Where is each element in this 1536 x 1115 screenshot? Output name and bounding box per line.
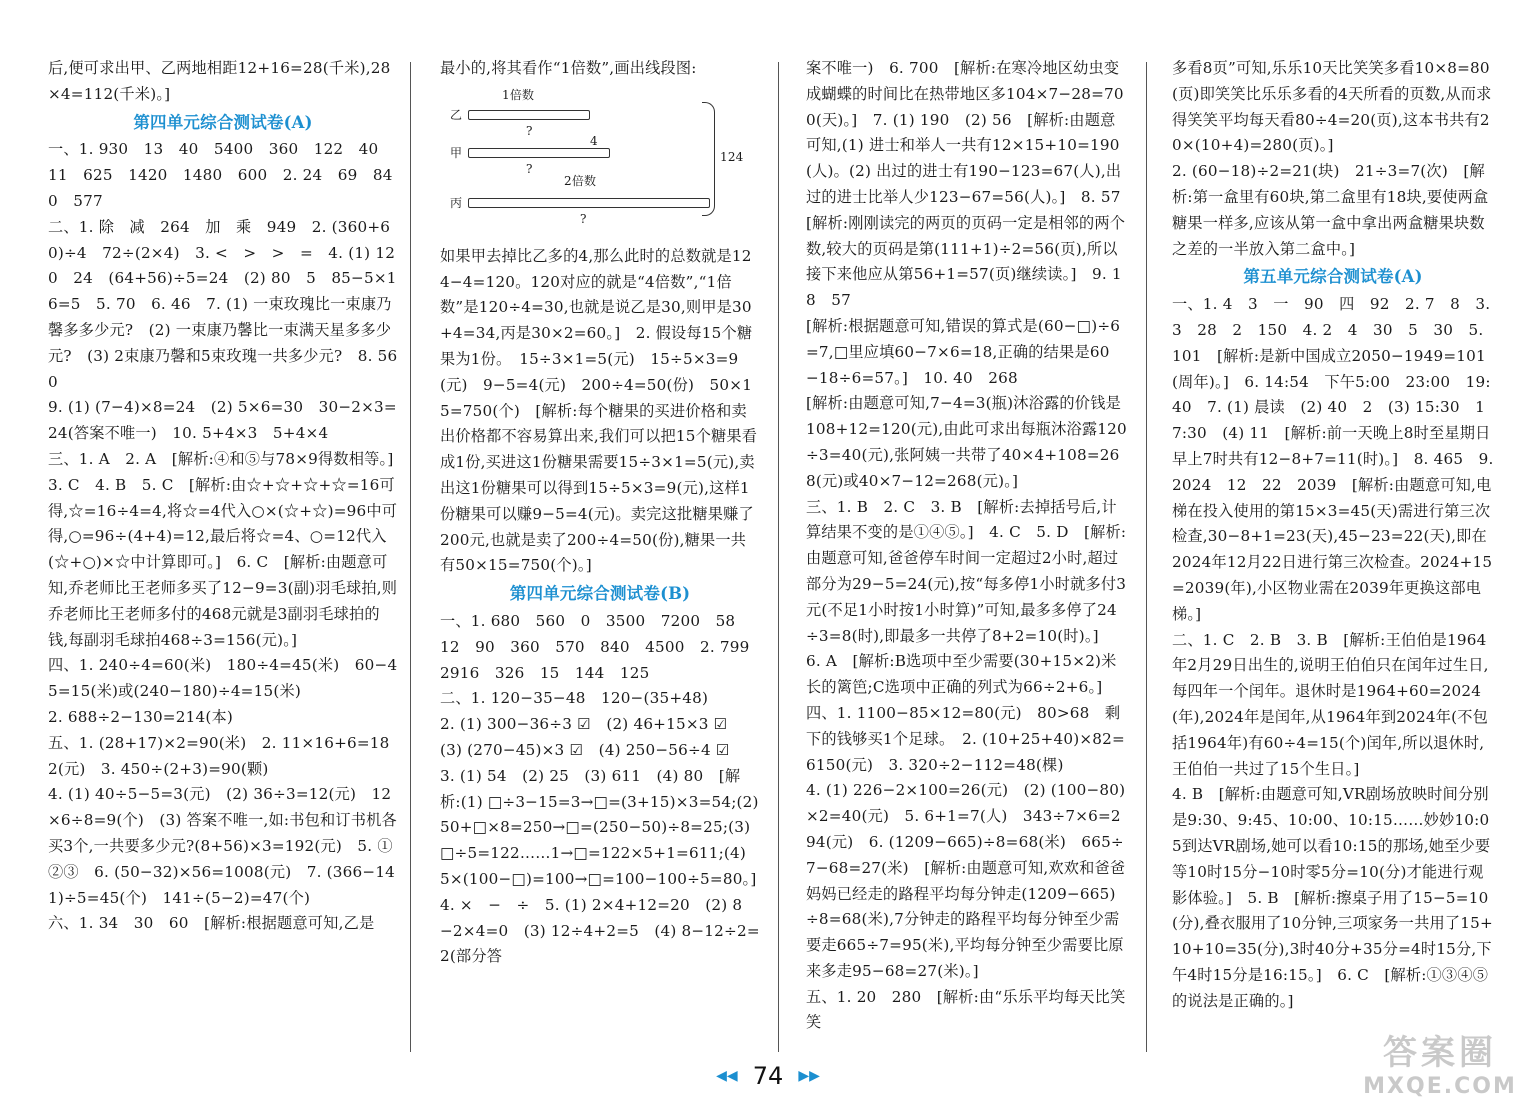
label-q: ? bbox=[526, 161, 533, 176]
paragraph: [解析:由题意可知,7−4=3(瓶)沐浴露的价钱是108+12=120(元),由此可求出每瓶沐浴露120÷3=40(元),张阿姨一共带了40×4+108=268(元)或40×7−12=268(元)。] bbox=[806, 394, 1127, 490]
label-four: 4 bbox=[590, 133, 598, 148]
paragraph: 二、1. C 2. B 3. B [解析:王伯伯是1964年2月29日出生的,说明王伯伯只在闰年过生日,每四年一个闰年。退休时是1964+60=2024(年),2024年是闰年,从1964年到2024年(不包括1964年)有60÷4=15(个)闰年,所以退休时,王伯伯一共过了15个生日。] bbox=[1172, 630, 1489, 778]
paragraph: [解析:根据题意可知,错误的算式是(60−□)÷6=7,□里应填60−7×6=18,正确的结果是60−18÷6=57。] 10. 40 268 bbox=[806, 316, 1121, 387]
label-jia: 甲 bbox=[450, 145, 463, 160]
prev-arrow-icon: ◀◀ bbox=[716, 1068, 738, 1084]
paragraph: 4. (1) 226−2×100=26(元) (2) (100−80)×2=40(元) 5. 6+1=7(人) 343÷7×6=294(元) 6. (1209−665)÷8=68(米) 665÷7−68=27(米) [解析:由题意可知,欢欢和爸爸妈妈已经走的路程平均每分钟走(1209−665)÷8=68(米),7分钟走的路程平均每分钟至少需要走665÷7=95(米),平均每分钟至少需要比原来多走95−68=27(米)。] bbox=[806, 781, 1126, 980]
paragraph: 二、1. 除 减 264 加 乘 949 2. (360+60)÷4 72÷(2×4) 3. < > > = 4. (1) 120 24 (64+56)÷5=24 (2) 80 5 85−5×16=5 5. 70 6. 46 7. (1) 一束玫瑰比一束康乃馨多多少元? (2) 一束康乃馨比一束满天星多多少元? (3) 2束康乃馨和5束玫瑰一共多少元? 8. 560 bbox=[48, 217, 398, 391]
label-two-times: 2倍数 bbox=[564, 173, 597, 188]
paragraph: 三、1. A 2. A [解析:④和⑤与78×9得数相等。] 3. C 4. B 5. C [解析:由☆+☆+☆+☆=16可得,☆=16÷4=4,将☆=4代入○×(☆+☆)=96中可得,○=96÷(4+4)=12,最后将☆=4、○=12代入(☆+○)×☆中计算即可。] 6. C [解析:由题意可知,乔老师比王老师多买了12−9=3(副)羽毛球拍,则乔老师比王老师多付的468元就是3副羽毛球拍的钱,每副羽毛球拍468÷3=156(元)。] bbox=[48, 449, 409, 649]
paragraph: 后,便可求出甲、乙两地相距12+16=28(千米),28×4=112(千米)。] bbox=[48, 59, 391, 103]
bar-bing bbox=[468, 198, 710, 208]
paragraph: 一、1. 930 13 40 5400 360 122 40 11 625 1420 1480 600 2. 24 69 840 577 bbox=[48, 140, 394, 210]
label-bing: 丙 bbox=[450, 195, 463, 210]
label-q: ? bbox=[580, 211, 587, 226]
label-q: ? bbox=[526, 123, 533, 138]
paragraph: 案不唯一) 6. 700 [解析:在寒冷地区幼虫变成蝴蝶的时间比在热带地区多104×7−28=700(天)。] 7. (1) 190 (2) 56 [解析:由题意可知,(1) 进士和举人一共有12×15+10=190(人)。(2) 出过的进士有190−123=67(人),出过的进士比举人少123−67=56(人)。] 8. 57 [解析:刚刚读完的两页的页码一定是相邻的两个数,较大的页码是第(111+1)÷2=56(页),所以接下来他应从第56+1=57(页)继续读。] 9. 18 57 bbox=[806, 59, 1136, 310]
section-heading: 第四单元综合测试卷(B) bbox=[509, 584, 691, 604]
page-number: 74 bbox=[752, 1062, 784, 1090]
paragraph: 如果甲去掉比乙多的4,那么此时的总数就是124−4=120。120对应的就是“4倍数”,“1倍数”是120÷4=30,也就是说乙是30,则甲是30+4=34,丙是30×2=60。] 2. 假设每15个糖果为1份。 15÷3×1=5(元) 15÷5×3=9(元) 9−5=4(元) 200÷4=50(份) 50×15=750(个) [解析:每个糖果的买进价格和卖出价格都不容易算出来,我们可以把15个糖果看成1份,买进这1份糖果需要15÷3×1=5(元),卖出这1份糖果可以得到15÷5×3=9(元),这样1份糖果可以赚9−5=4(元)。卖完这批糖果赚了200元,也就是卖了200÷4=50(份),糖果一共有50×15=750(个)。] bbox=[440, 246, 758, 575]
paragraph: 一、1. 680 560 0 3500 7200 58 12 90 360 570 840 4500 2. 799 2916 326 15 144 125 bbox=[440, 611, 765, 682]
page-footer bbox=[0, 1062, 1536, 1090]
column-divider bbox=[1146, 62, 1147, 1052]
paragraph: 2. (1) 300−36÷3 ☑ (2) 46+15×3 ☑ bbox=[440, 715, 728, 734]
column-divider bbox=[778, 62, 779, 1052]
paragraph: 多看8页”可知,乐乐10天比笑笑多看10×8=80(页)即笑笑比乐乐多看的4天所看的页数,从而求得笑笑平均每天看80÷4=20(页),这本书共有20×(10+4)=280(页)。] bbox=[1172, 59, 1492, 155]
column-2 bbox=[440, 56, 772, 1056]
paragraph: 9. (1) (7−4)×8=24 (2) 5×6=30 30−2×3=24(答案不唯一) 10. 5+4×3 5+4×4 bbox=[48, 398, 397, 443]
column-3 bbox=[806, 56, 1136, 1056]
paragraph: 四、1. 1100−85×12=80(元) 80>68 剩下的钱够买1个足球。 2. (10+25+40)×82=6150(元) 3. 320÷2−112=48(棵) bbox=[806, 703, 1125, 774]
label-yi: 乙 bbox=[450, 107, 463, 122]
bar-yi bbox=[468, 110, 590, 120]
watermark-text: 答案圈 bbox=[1383, 1033, 1497, 1073]
paragraph: 五、1. (28+17)×2=90(米) 2. 11×16+6=182(元) 3. 450÷(2+3)=90(颗) bbox=[48, 733, 390, 778]
paragraph: 一、1. 4 3 一 90 四 92 2. 7 8 3. 3 28 2 150 4. 2 4 30 5 30 5. 101 [解析:是新中国成立2050−1949=101(周年)。] 6. 14:54 下午5:00 23:00 19:40 7. (1) 晨读 (2) 40 2 (3) 15:30 17:30 (4) 11 [解析:前一天晚上8时至星期日早上7时共有12−8+7=11(时)。] 8. 465 9. 2024 12 22 2039 [解析:由题意可知,电梯在投入使用的第15×3=45(天)需进行第三次检查,30−8+1=23(天),45−23=22(天),即在2024年12月22日进行第三次检查。2024+15=2039(年),小区物业需在2039年更换这部电梯。] bbox=[1172, 295, 1494, 623]
paragraph: 最小的,将其看作“1倍数”,画出线段图: bbox=[440, 59, 697, 77]
section-heading: 第五单元综合测试卷(A) bbox=[1243, 267, 1423, 287]
watermark-logo bbox=[1360, 1032, 1520, 1112]
paragraph: 二、1. 120−35−48 120−(35+48) bbox=[440, 689, 709, 708]
paragraph: 三、1. B 2. C 3. B [解析:去掉括号后,计算结果不变的是①④⑤。] 4. C 5. D [解析:由题意可知,爸爸停车时间一定超过2小时,超过部分为29−5=24(元),按“每多停1小时就多付3元(不足1小时按1小时算)”可知,最多多停了24÷3=8(时),即最多一共停了8+2=10(时)。] 6. A [解析:B选项中至少需要(30+15×2)米长的篱笆;C选项中正确的列式为66÷2+6。] bbox=[806, 497, 1127, 697]
paragraph: 2. 688÷2−130=214(本) bbox=[48, 707, 233, 726]
paragraph: 六、1. 34 30 60 [解析:根据题意可知,乙是 bbox=[48, 914, 375, 933]
paragraph: 3. (1) 54 (2) 25 (3) 611 (4) 80 [解析:(1) □÷3−15=3→□=(3+15)×3=54;(2) 50+□×8=250→□=(250−50)÷8=25;(3) □÷5=122……1→□=122×5+1=611;(4) 5×(100−□)=100→□=100−100÷5=80。] 4. × − ÷ 5. (1) 2×4+12=20 (2) 8−2×4=0 (3) 12÷4+2=5 (4) 8−12÷2=2(部分答 bbox=[440, 766, 772, 966]
paragraph: 四、1. 240÷4=60(米) 180÷4=45(米) 60−45=15(米)或(240−180)÷4=15(米) bbox=[48, 656, 398, 701]
column-4 bbox=[1172, 56, 1494, 1056]
total-brace bbox=[702, 102, 715, 216]
label-one-times: 1倍数 bbox=[502, 87, 535, 102]
line-segment-diagram bbox=[440, 84, 760, 242]
watermark-url: MXQE.COM bbox=[1363, 1074, 1517, 1099]
paragraph: (3) (270−45)×3 ☑ (4) 250−56÷4 ☑ bbox=[440, 740, 730, 759]
bar-jia bbox=[468, 148, 610, 158]
paragraph: 4. B [解析:由题意可知,VR剧场放映时间分别是9:30、9:45、10:00、10:15……妙妙10:05到达VR剧场,她可以看10:15的那场,她至少要等10时15分−10时零5分=10(分)才能进行观影体验。] 5. B [解析:擦桌子用了15−5=10(分),叠衣服用了10分钟,三项家务一共用了15+10+10=35(分),3时40分+35分=4时15分,下午4时15分是16:15。] 6. C [解析:①③④⑤的说法是正确的。] bbox=[1172, 785, 1493, 1010]
label-total: 124 bbox=[720, 149, 744, 164]
paragraph: 2. (60−18)÷2=21(块) 21÷3=7(次) [解析:第一盒里有60块,第二盒里有18块,要使两盒糖果一样多,应该从第一盒中拿出两盒糖果块数之差的一半放入第二盒中。] bbox=[1172, 162, 1489, 258]
paragraph: 4. (1) 40÷5−5=3(元) (2) 36÷3=12(元) 12×6÷8=9(个) (3) 答案不唯一,如:书包和订书机各买3个,一共要多少元?(8+56)×3=192(元) 5. ①②③ 6. (50−32)×56=1008(元) 7. (366−141)÷5=45(个) 141÷(5−2)=47(个) bbox=[48, 785, 397, 907]
paragraph: 五、1. 20 280 [解析:由“乐乐平均每天比笑笑 bbox=[806, 987, 1126, 1032]
column-1 bbox=[48, 56, 409, 1056]
column-divider bbox=[410, 62, 411, 1052]
section-heading: 第四单元综合测试卷(A) bbox=[133, 112, 313, 132]
next-arrow-icon: ▶▶ bbox=[798, 1068, 820, 1084]
